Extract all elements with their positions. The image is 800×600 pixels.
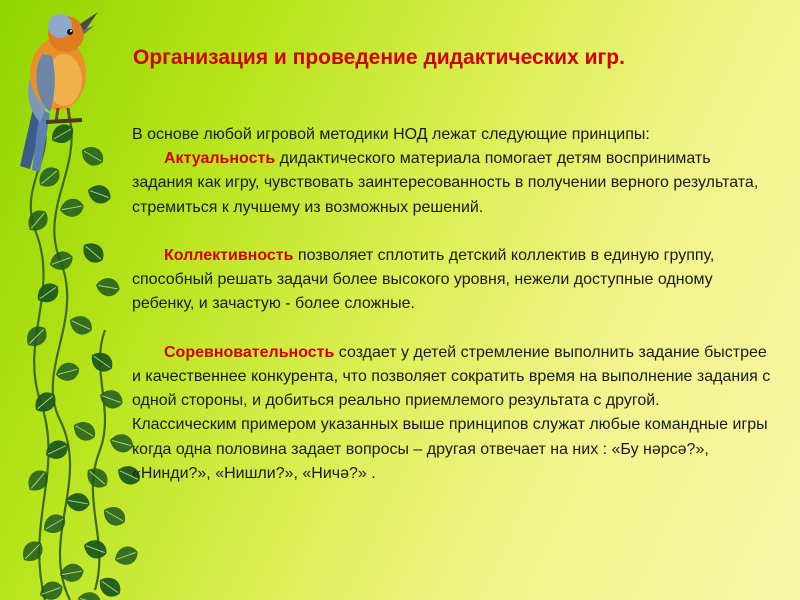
leaf-icon — [82, 463, 112, 492]
leaf-icon — [76, 589, 104, 600]
leaf-icon — [78, 238, 108, 267]
leaf-icon — [100, 502, 130, 530]
principle-paragraph — [132, 244, 772, 317]
principle-text: дидактического материала помогает детям воспринимать задания как игру, чувствовать заинтересованность в получении верного результата, стремиться к лучшему из возможных решений. — [132, 150, 759, 216]
bird-icon — [6, 4, 116, 174]
leaf-icon — [112, 543, 140, 568]
conclusion-paragraph: Классическим примером указанных выше принципов служат любые командные игры когда одна половина задает вопросы – другая отвечает на них : «Бу нәрсә?», «Нинди?», «Нишли?», «Ничә?» . — [132, 416, 768, 482]
leaf-icon — [23, 206, 52, 236]
intro-paragraph: В основе любой игровой методики НОД лежат следующие принципы: — [132, 126, 650, 143]
principle-keyword: Коллективность — [164, 247, 294, 264]
leaf-icon — [18, 537, 48, 567]
leaf-icon — [22, 322, 52, 352]
paragraph-spacer — [132, 317, 772, 341]
leaf-icon — [33, 279, 63, 308]
principle-text: позволяет сплотить детский коллектив в единую группу, способный решать задачи более высокого уровня, нежели доступные одному ребенку, и зачастую - более сложные. — [132, 247, 715, 313]
principle-keyword: Актуальность — [164, 150, 276, 168]
principle-paragraph — [132, 147, 772, 220]
leaf-icon — [47, 248, 76, 273]
leaf-icon — [97, 387, 126, 412]
leaf-icon — [94, 276, 121, 298]
leaf-icon — [95, 573, 125, 600]
leaf-icon — [66, 312, 95, 338]
paragraph-spacer — [132, 220, 772, 244]
leaf-icon — [87, 348, 117, 377]
leaf-icon — [85, 182, 114, 207]
principle-paragraph — [132, 341, 772, 414]
leaf-icon — [58, 197, 85, 219]
principle-keyword: Соревновательность — [164, 343, 335, 361]
principle-text: создает у детей стремление выполнить задание быстрее и качественнее конкурента, что позволяет сократить время на выполнение задания с одной стороны, и добиться реально приемлемого результата с другой. — [132, 343, 771, 410]
leaf-icon — [70, 417, 100, 445]
leaf-icon — [54, 360, 82, 384]
slide-body — [132, 123, 772, 486]
slide-title: Организация и проведение дидактических игр. — [133, 46, 625, 69]
leaf-icon — [81, 537, 110, 562]
